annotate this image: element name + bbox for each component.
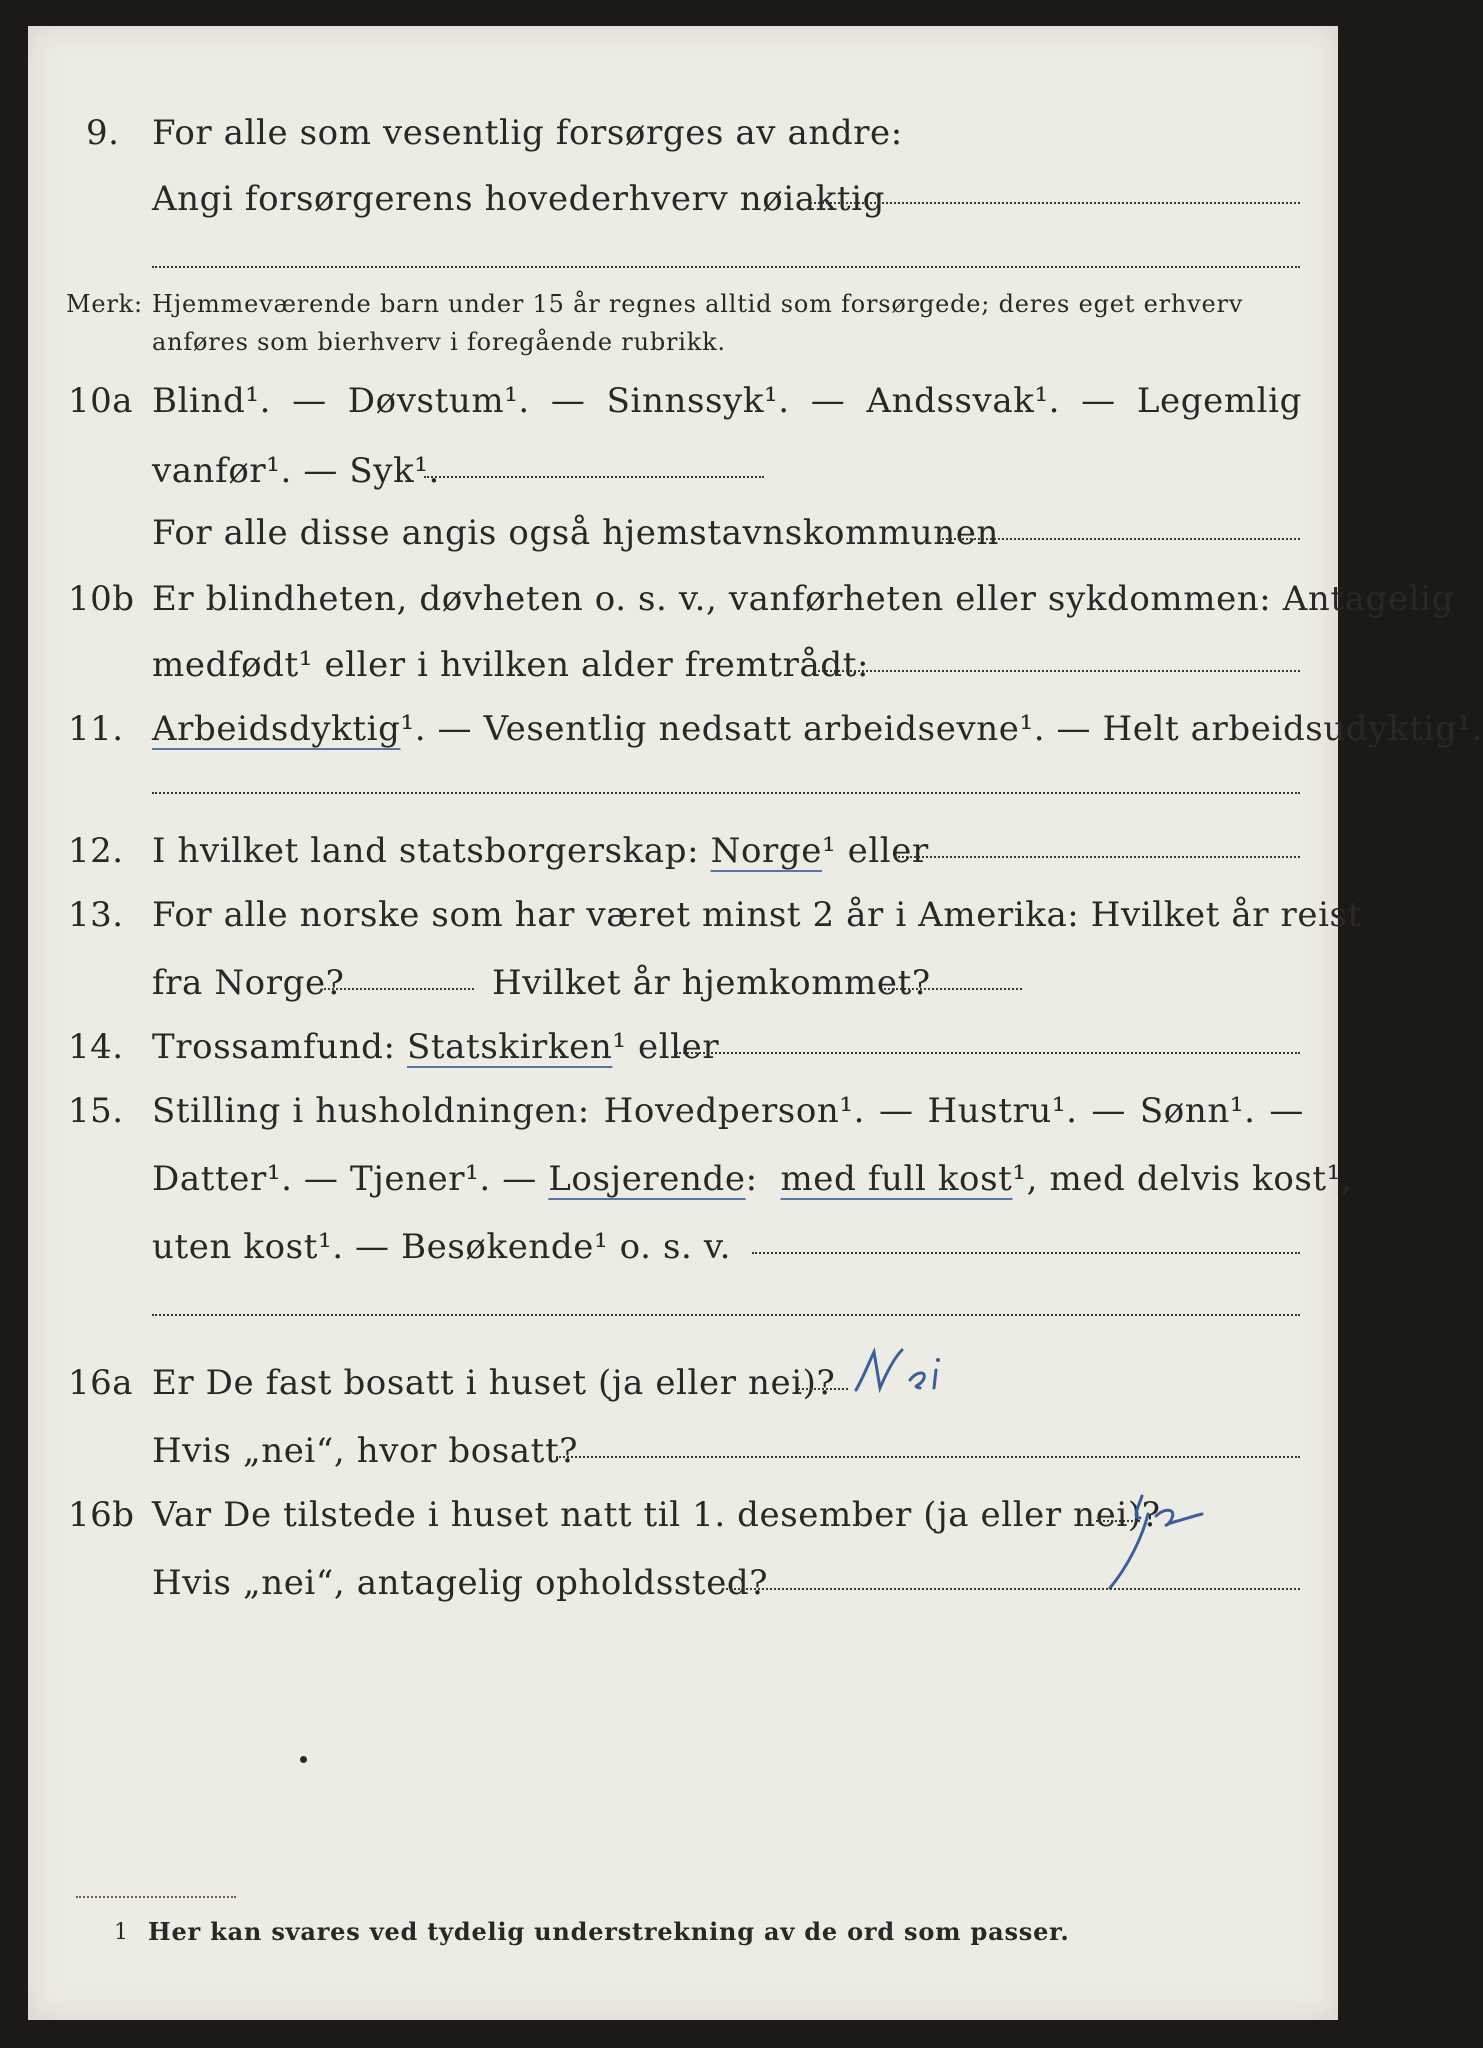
q10a-line2: vanfør¹. — Syk¹. (152, 451, 440, 491)
opt-andssvak: Andssvak¹. (866, 381, 1061, 421)
footnote-text: Her kan svares ved tydelig understrekning av de ord som passer. (148, 1917, 1070, 1946)
q10b-fill-line (814, 670, 1300, 672)
q9-line2: Angi forsørgerens hovederhverv nøiaktig (152, 179, 885, 219)
q16b-number: 16b (68, 1495, 135, 1535)
q14-fill-line (676, 1052, 1300, 1054)
q15-fill-line (752, 1252, 1300, 1254)
q16b-line1: Var De tilstede i huset natt til 1. desember (ja eller nei)? (152, 1495, 1161, 1535)
q16b-handwritten-answer (1098, 1488, 1228, 1598)
q12-number: 12. (68, 831, 124, 871)
merk-label: Merk: (66, 290, 143, 318)
q9-line1: For alle som vesentlig forsørges av andre: (152, 113, 903, 153)
q10a-fill-line (424, 476, 764, 478)
q16a-fill-line (798, 1388, 848, 1390)
q14-line: Trossamfund: Statskirken¹ eller (152, 1027, 720, 1067)
opt-dovstum: Døvstum¹. (347, 381, 530, 421)
q10a-fill-line-2 (938, 538, 1300, 540)
q12-line: I hvilket land statsborgerskap: Norge¹ eller (152, 831, 929, 871)
q9-number: 9. (86, 113, 120, 153)
q16b-fill-line-2 (722, 1588, 1300, 1590)
q10a-line3: For alle disse angis også hjemstavnskommunen (152, 513, 999, 553)
opt-legemlig: Legemlig (1136, 381, 1302, 421)
q11-fill-line (152, 792, 1300, 794)
opt-blind: Blind¹. (152, 381, 272, 421)
q9-fill-line (810, 202, 1300, 204)
q13-fill-line-a (324, 988, 474, 990)
ink-dot (300, 1756, 307, 1763)
q15-med-full-kost: med full kost (780, 1159, 1013, 1199)
q16a-number: 16a (68, 1363, 134, 1403)
census-form-page (28, 26, 1483, 2020)
merk-line1: Hjemmeværende barn under 15 år regnes alltid som forsørgede; deres eget erhverv (152, 290, 1244, 318)
footnote-rule (76, 1896, 236, 1898)
q16b-line2: Hvis „nei“, antagelig opholdssted? (152, 1563, 769, 1603)
q16a-fill-line-2 (556, 1456, 1300, 1458)
q13-fill-line-b (884, 988, 1022, 990)
q15-number: 15. (68, 1091, 124, 1131)
q16a-line1: Er De fast bosatt i huset (ja eller nei)? (152, 1363, 836, 1403)
q14-number: 14. (68, 1027, 124, 1067)
footnote-mark: 1 (114, 1920, 129, 1945)
q10b-number: 10b (68, 579, 135, 619)
q13-line1: For alle norske som har været minst 2 år i Amerika: Hvilket år reist (152, 895, 1362, 935)
q10b-line1: Er blindheten, døvheten o. s. v., vanførheten eller sykdommen: Antagelig (152, 579, 1454, 619)
q11-line: Arbeidsdyktig¹. — Vesentlig nedsatt arbeidsevne¹. — Helt arbeidsudyktig¹. (152, 709, 1483, 749)
q10b-line2: medfødt¹ eller i hvilken alder fremtrådt: (152, 645, 870, 685)
q14-answer-statskirken: Statskirken (407, 1027, 613, 1067)
q13-part-a: fra Norge? (152, 963, 345, 1003)
q10a-line1: Blind¹. — Døvstum¹. — Sinnssyk¹. — Andssvak¹. — Legemlig (152, 381, 1302, 421)
q10a-number: 10a (68, 381, 134, 421)
merk-line2: anføres som bierhverv i foregående rubrikk. (152, 328, 726, 356)
opt-sinnssyk: Sinnssyk¹. (606, 381, 790, 421)
q15-line1: Stilling i husholdningen: Hovedperson¹. — Hustru¹. — Sønn¹. — (152, 1091, 1304, 1131)
q13-part-b: Hvilket år hjemkommet? (492, 963, 931, 1003)
q15-losjerende: Losjerende (548, 1159, 746, 1199)
q11-number: 11. (68, 709, 124, 749)
q15-fill-line-2 (152, 1314, 1300, 1316)
q12-fill-line (894, 856, 1300, 858)
q15-line2: Datter¹. — Tjener¹. — Losjerende: med full kost¹, med delvis kost¹, (152, 1159, 1353, 1199)
q12-answer-norge: Norge (710, 831, 822, 871)
q16a-handwritten-answer (850, 1346, 970, 1406)
q16a-line2: Hvis „nei“, hvor bosatt? (152, 1431, 579, 1471)
q11-opt-arbeidsdyktig: Arbeidsdyktig (152, 709, 401, 749)
q13-number: 13. (68, 895, 124, 935)
q15-line3: uten kost¹. — Besøkende¹ o. s. v. (152, 1227, 732, 1267)
q9-fill-line-2 (152, 266, 1300, 268)
